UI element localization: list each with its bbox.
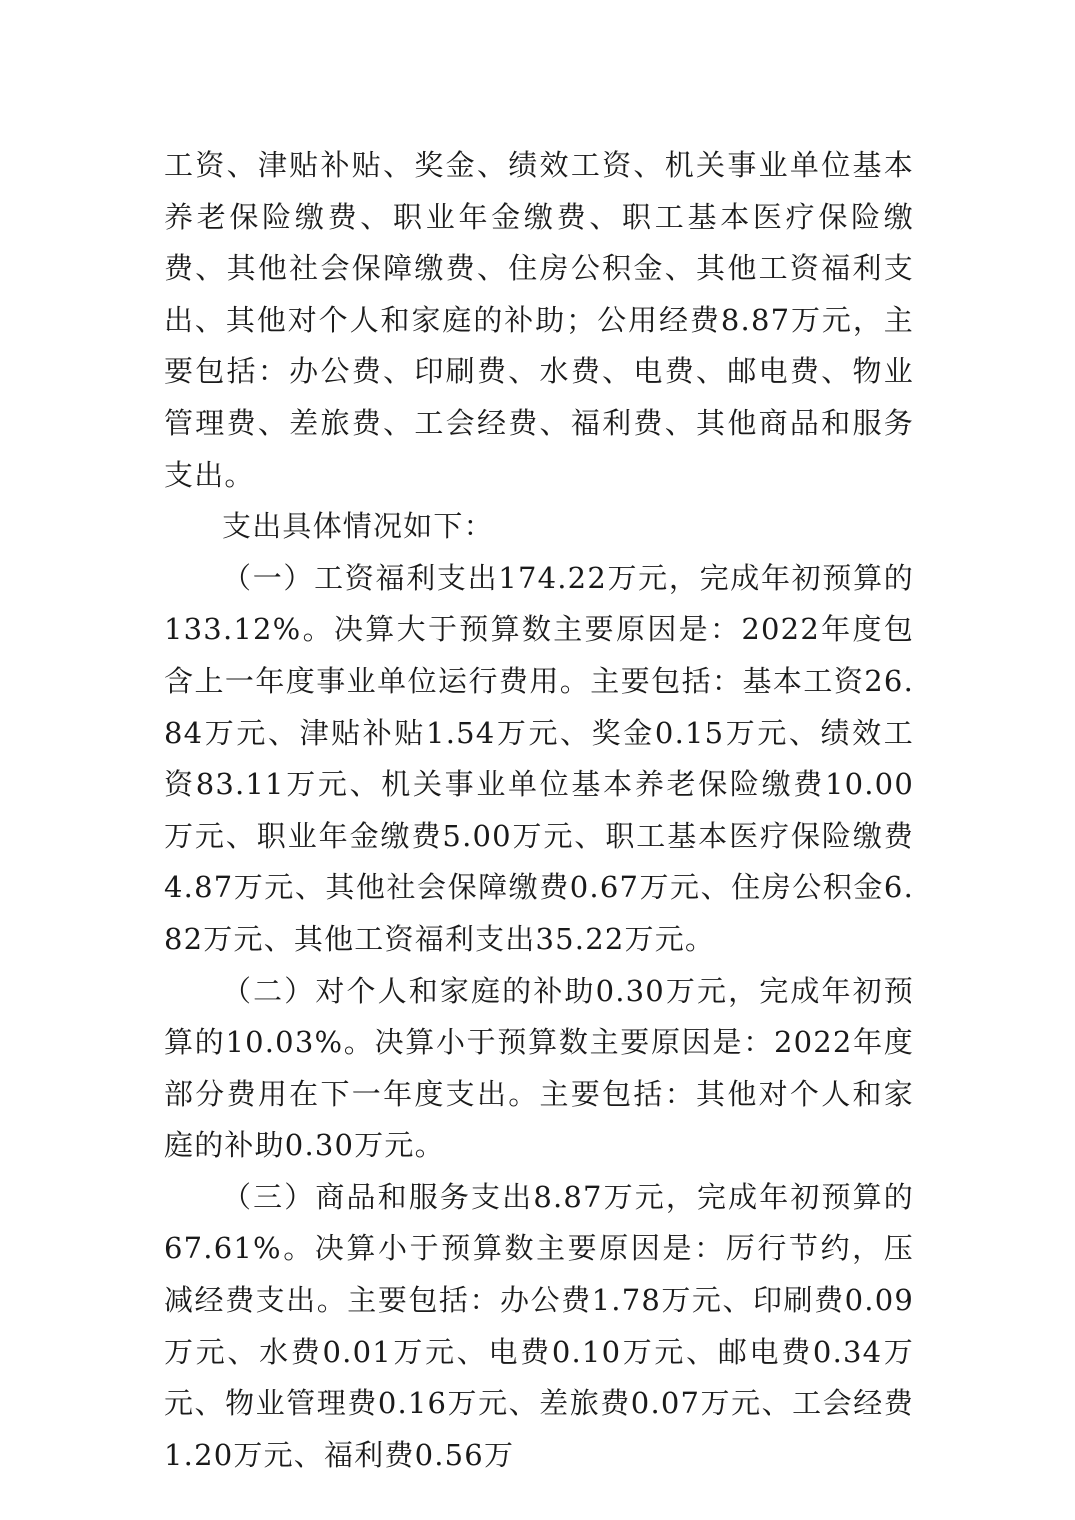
paragraph-section-3: （三）商品和服务支出8.87万元，完成年初预算的67.61%。决算小于预算数主要原因是：厉行节约，压减经费支出。主要包括：办公费1.78万元、印刷费0.09万元、水费0.01万元、电费0.10万元、邮电费0.34万元、物业管理费0.16万元、差旅费0.07万元、工会经费1.20万元、福利费0.56万 <box>164 1179 914 1472</box>
document-page <box>164 140 914 1481</box>
paragraph-intro: 支出具体情况如下： <box>222 509 494 544</box>
paragraph-continued: 工资、津贴补贴、奖金、绩效工资、机关事业单位基本养老保险缴费、职业年金缴费、职工基本医疗保险缴费、其他社会保障缴费、住房公积金、其他工资福利支出、其他对个人和家庭的补助；公用经费8.87万元，主要包括：办公费、印刷费、水费、电费、邮电费、物业管理费、差旅费、工会经费、福利费、其他商品和服务支出。 <box>164 148 914 492</box>
paragraph-section-2: （二）对个人和家庭的补助0.30万元，完成年初预算的10.03%。决算小于预算数主要原因是：2022年度部分费用在下一年度支出。主要包括：其他对个人和家庭的补助0.30万元。 <box>164 973 914 1163</box>
paragraph-section-1: （一）工资福利支出174.22万元，完成年初预算的133.12%。决算大于预算数主要原因是：2022年度包含上一年度事业单位运行费用。主要包括：基本工资26.84万元、津贴补贴1.54万元、奖金0.15万元、绩效工资83.11万元、机关事业单位基本养老保险缴费10.00万元、职业年金缴费5.00万元、职工基本医疗保险缴费4.87万元、其他社会保障缴费0.67万元、住房公积金6.82万元、其他工资福利支出35.22万元。 <box>164 560 914 956</box>
